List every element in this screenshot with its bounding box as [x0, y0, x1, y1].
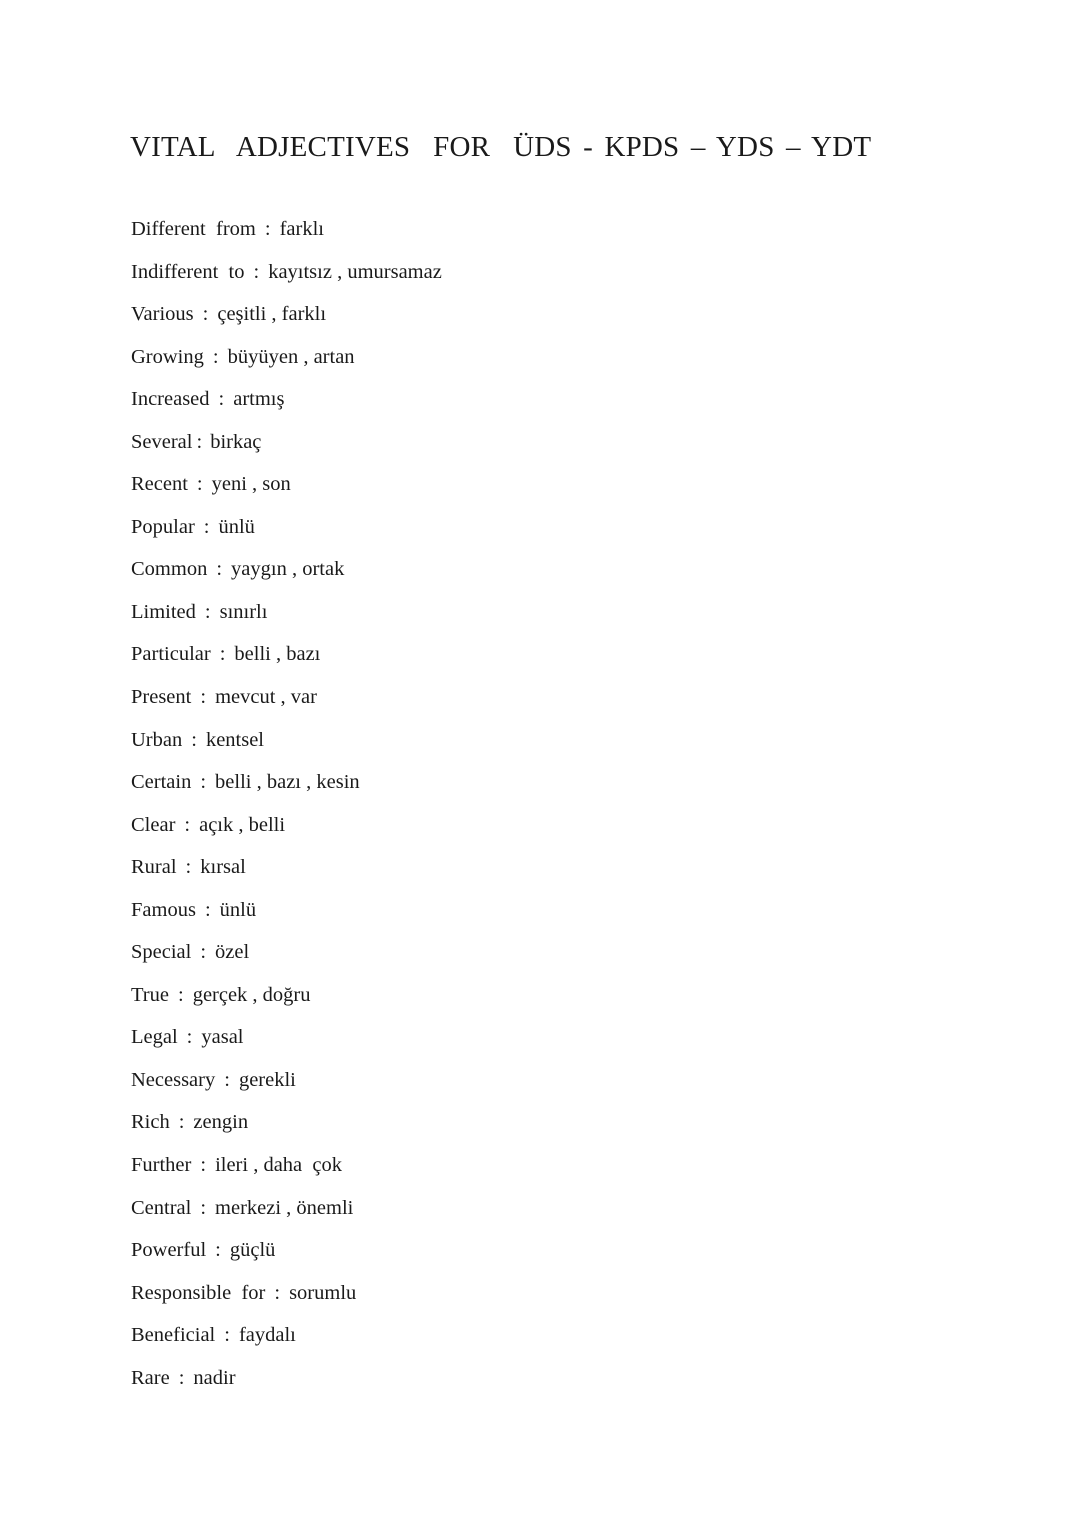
separator: : [191, 728, 197, 751]
list-item [131, 382, 442, 425]
term: Different from [131, 218, 256, 240]
meaning: belli , bazı [234, 643, 321, 666]
separator: : [253, 260, 260, 283]
meaning: gerçek , doğru [192, 983, 311, 1006]
list-item [131, 1020, 442, 1063]
separator: : [264, 218, 271, 240]
term: True [131, 983, 169, 1006]
list-item [131, 1105, 442, 1148]
separator: : [184, 813, 191, 836]
separator: : [215, 1239, 221, 1262]
meaning: kayıtsız , umursamaz [268, 260, 442, 283]
meaning: yasal [201, 1026, 244, 1049]
meaning: farklı [279, 218, 324, 240]
term: Special [131, 941, 192, 964]
term: Rare [131, 1366, 170, 1389]
separator: : [212, 345, 219, 368]
separator: : [178, 1111, 185, 1134]
meaning: sorumlu [289, 1281, 357, 1304]
meaning: nadir [193, 1366, 236, 1389]
list-item [131, 1361, 442, 1404]
term: Urban [131, 728, 183, 751]
separator: : [202, 303, 209, 326]
list-item [131, 1063, 442, 1106]
list-item [131, 893, 442, 936]
term: Certain [131, 771, 192, 794]
vocabulary-list [131, 212, 442, 1403]
term: Clear [131, 813, 176, 836]
meaning: güçlü [229, 1239, 276, 1262]
meaning: ileri , daha çok [215, 1154, 342, 1177]
meaning: sınırlı [219, 600, 268, 623]
separator: : [216, 558, 223, 581]
list-item [131, 595, 442, 638]
list-item [131, 255, 442, 298]
term: Responsible for [131, 1281, 266, 1304]
separator: : [204, 600, 211, 623]
meaning: belli , bazı , kesin [215, 771, 360, 794]
list-item [131, 1318, 442, 1361]
page-title: VITAL ADJECTIVES FOR ÜDS - KPDS – YDS – YDT [130, 131, 872, 163]
list-item [131, 637, 442, 680]
list-item [131, 850, 442, 893]
list-item [131, 510, 442, 553]
list-item [131, 1191, 442, 1234]
separator: : [274, 1281, 281, 1304]
term: Increased [131, 388, 210, 411]
list-item [131, 978, 442, 1021]
list-item [131, 1233, 442, 1276]
meaning: ünlü [218, 515, 255, 538]
meaning: mevcut , var [215, 686, 317, 709]
term: Common [131, 558, 208, 581]
meaning: kentsel [205, 728, 265, 751]
meaning: kırsal [200, 856, 246, 879]
list-item [131, 297, 442, 340]
term: Limited [131, 600, 196, 623]
separator: : [178, 1366, 185, 1389]
meaning: zengin [193, 1111, 249, 1134]
meaning: yaygın , ortak [231, 558, 345, 581]
term: Particular [131, 643, 211, 666]
meaning: çeşitli , farklı [217, 303, 327, 326]
meaning: açık , belli [199, 813, 286, 836]
separator: : [224, 1068, 230, 1091]
separator: : [185, 856, 192, 879]
list-item [131, 765, 442, 808]
separator: : [200, 941, 207, 964]
separator: : [224, 1324, 230, 1347]
term: Powerful [131, 1239, 207, 1262]
term: Famous [131, 898, 196, 921]
term: Indifferent to [131, 260, 245, 283]
term: Rural [131, 856, 177, 879]
meaning: özel [215, 941, 250, 964]
list-item [131, 808, 442, 851]
term: Growing [131, 345, 204, 368]
separator: : [186, 1026, 193, 1049]
separator: : [200, 1154, 207, 1177]
separator: : [200, 686, 207, 709]
separator: : [200, 771, 207, 794]
list-item [131, 1276, 442, 1319]
term: Central [131, 1196, 192, 1219]
term: Popular [131, 515, 195, 538]
list-item [131, 467, 442, 510]
list-item [131, 340, 442, 383]
term: Various [131, 303, 194, 326]
term: Necessary [131, 1068, 216, 1091]
term: Present [131, 686, 192, 709]
term: Beneficial [131, 1324, 216, 1347]
list-item [131, 425, 442, 468]
separator: : [196, 430, 203, 453]
list-item [131, 552, 442, 595]
separator: : [219, 643, 226, 666]
term: Several [131, 430, 193, 453]
meaning: büyüyen , artan [227, 345, 355, 368]
meaning: faydalı [238, 1324, 296, 1347]
separator: : [200, 1196, 207, 1219]
meaning: artmış [233, 388, 285, 411]
list-item [131, 212, 442, 255]
meaning: birkaç [210, 430, 262, 453]
list-item [131, 1148, 442, 1191]
separator: : [177, 983, 184, 1006]
term: Rich [131, 1111, 170, 1134]
term: Recent [131, 473, 188, 496]
meaning: merkezi , önemli [215, 1196, 354, 1219]
meaning: ünlü [219, 898, 257, 921]
term: Further [131, 1154, 192, 1177]
meaning: gerekli [238, 1068, 296, 1091]
term: Legal [131, 1026, 178, 1049]
separator: : [196, 473, 203, 496]
separator: : [203, 515, 210, 538]
meaning: yeni , son [211, 473, 291, 496]
list-item [131, 680, 442, 723]
list-item [131, 935, 442, 978]
separator: : [204, 898, 211, 921]
list-item [131, 723, 442, 766]
separator: : [218, 388, 225, 411]
